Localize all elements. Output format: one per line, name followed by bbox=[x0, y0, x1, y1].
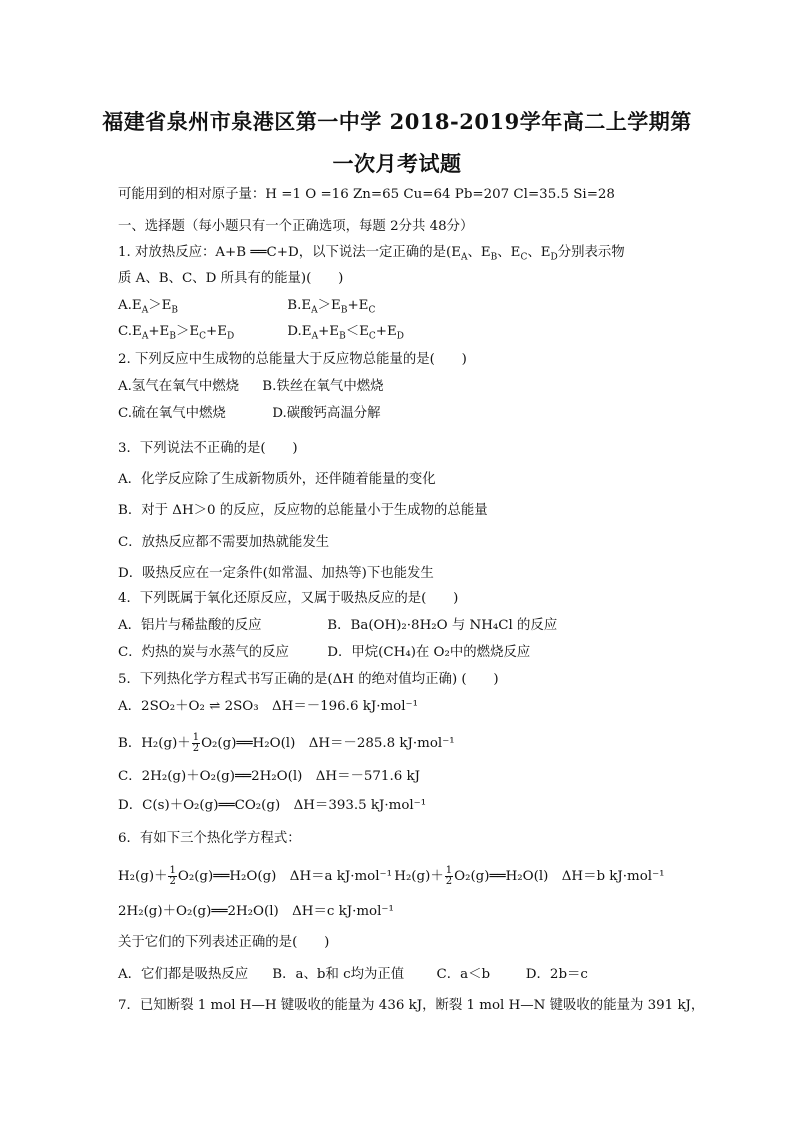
q6-ask: 关于它们的下列表述正确的是( ) bbox=[118, 935, 330, 950]
question-2-stem: 2. 下列反应中生成物的总能量大于反应物总能量的是( ) bbox=[118, 352, 467, 367]
q6-equation-3: 2H₂(g)＋O₂(g)══2H₂O(l) ΔH＝c kJ·mol⁻¹ bbox=[118, 904, 394, 919]
question-1-options-cd bbox=[118, 323, 404, 346]
question-7-stem: 7．已知断裂 1 mol H—H 键吸收的能量为 436 kJ，断裂 1 mol H—N 键吸收的能量为 391 kJ， bbox=[118, 998, 705, 1013]
q2-option-c: C.硫在氧气中燃烧 bbox=[118, 406, 226, 421]
question-6-stem: 6．有如下三个热化学方程式： bbox=[118, 831, 301, 846]
q6-option-b: B．a、b和 c均为正值 bbox=[272, 967, 405, 982]
fraction-one-half: $\frac{1}{2}$ bbox=[192, 732, 200, 754]
q3-option-a: A．化学反应除了生成新物质外，还伴随着能量的变化 bbox=[118, 472, 436, 487]
q6-equation-1: H₂(g)＋ $\frac{1}{2}$ O₂(g)══H₂O(g) ΔH＝a kJ·mol⁻¹ bbox=[118, 865, 392, 887]
question-4-options-ab bbox=[118, 617, 557, 635]
q5-option-c: C．2H₂(g)＋O₂(g)══2H₂O(l) ΔH＝－571.6 kJ bbox=[118, 769, 420, 784]
q2-option-d: D.碳酸钙高温分解 bbox=[272, 406, 381, 421]
question-6-options bbox=[118, 966, 588, 984]
atomic-masses: 可能用到的相对原子量：H =1 O =16 Zn=65 Cu=64 Pb=207 Cl=35.5 Si=28 bbox=[118, 187, 615, 202]
question-1-stem: 1. 对放热反应：A+B ══C+D，以下说法一定正确的是($E_A$、$E_B$、$E_C$、$E_D$分别表示物 bbox=[118, 245, 625, 263]
fraction-one-half: $\frac{1}{2}$ bbox=[169, 865, 176, 887]
q2-option-a: A.氢气在氧气中燃烧 bbox=[118, 379, 240, 394]
q1-option-d: $D.E_A+E_B<E_C+E_D$ bbox=[287, 324, 404, 342]
fraction-one-half: $\frac{1}{2}$ bbox=[445, 865, 453, 887]
section-heading: 一、选择题（每小题只有一个正确选项，每题 2分共 48分） bbox=[118, 219, 474, 234]
question-1-options-ab bbox=[118, 297, 375, 320]
q1-stem-text: 1. 对放热反应：A+B ══C+D，以下说法一定正确的是(E bbox=[118, 245, 461, 260]
q4-option-d: D．甲烷(CH₄)在 O₂中的燃烧反应 bbox=[327, 645, 531, 660]
q3-option-d: D．吸热反应在一定条件(如常温、加热等)下也能发生 bbox=[118, 566, 434, 581]
q5-option-a: A．2SO₂＋O₂ ⇌ 2SO₃ ΔH＝－196.6 kJ·mol⁻¹ bbox=[118, 699, 418, 714]
q6-equations-1-2 bbox=[118, 866, 665, 887]
question-5-stem: 5．下列热化学方程式书写正确的是(ΔH 的绝对值均正确) ( ) bbox=[118, 672, 499, 687]
q4-option-a: A．铝片与稀盐酸的反应 bbox=[118, 618, 262, 633]
page-title-line-1: 福建省泉州市泉港区第一中学 2018-2019学年高二上学期第 bbox=[102, 109, 692, 134]
q1-option-c: $C.E_A+E_B>E_C+E_D$ bbox=[118, 324, 235, 342]
question-2-options-cd bbox=[118, 405, 381, 423]
q6-equation-2: H₂(g)＋ $\frac{1}{2}$ O₂(g)══H₂O(l) ΔH＝b kJ·mol⁻¹ bbox=[394, 865, 665, 887]
q6-option-a: A．它们都是吸热反应 bbox=[118, 967, 249, 982]
question-3-stem: 3．下列说法不正确的是( ) bbox=[118, 441, 298, 456]
q1-option-b: $B.E_A>E_B+E_C$ bbox=[287, 298, 376, 316]
page-title-line-2: 一次月考试题 bbox=[332, 151, 462, 176]
q3-option-b: B．对于 ΔH＞0 的反应，反应物的总能量小于生成物的总能量 bbox=[118, 503, 488, 518]
q5-option-b: B．H₂(g)＋ $\frac{1}{2}$ O₂(g)══H₂O(l) ΔH＝－285.8 kJ·mol⁻¹ bbox=[118, 732, 455, 754]
q5-option-d: D．C(s)＋O₂(g)══CO₂(g) ΔH＝393.5 kJ·mol⁻¹ bbox=[118, 798, 427, 813]
q6-option-c: C．a＜b bbox=[436, 967, 491, 982]
question-1-stem-cont: 质 A、B、C、D 所具有的能量)( ) bbox=[118, 271, 344, 286]
q4-option-b: B．Ba(OH)₂·8H₂O 与 NH₄Cl 的反应 bbox=[327, 618, 558, 633]
question-2-options-ab bbox=[118, 378, 384, 396]
q6-option-d: D．2b＝c bbox=[525, 967, 588, 982]
question-4-options-cd bbox=[118, 644, 530, 662]
q4-option-c: C．灼热的炭与水蒸气的反应 bbox=[118, 645, 289, 660]
q2-option-b: B.铁丝在氧气中燃烧 bbox=[262, 379, 384, 394]
question-4-stem: 4．下列既属于氧化还原反应，又属于吸热反应的是( ) bbox=[118, 591, 459, 606]
q1-option-a: $A.E_A>E_B$ bbox=[118, 298, 178, 316]
q3-option-c: C．放热反应都不需要加热就能发生 bbox=[118, 535, 330, 550]
